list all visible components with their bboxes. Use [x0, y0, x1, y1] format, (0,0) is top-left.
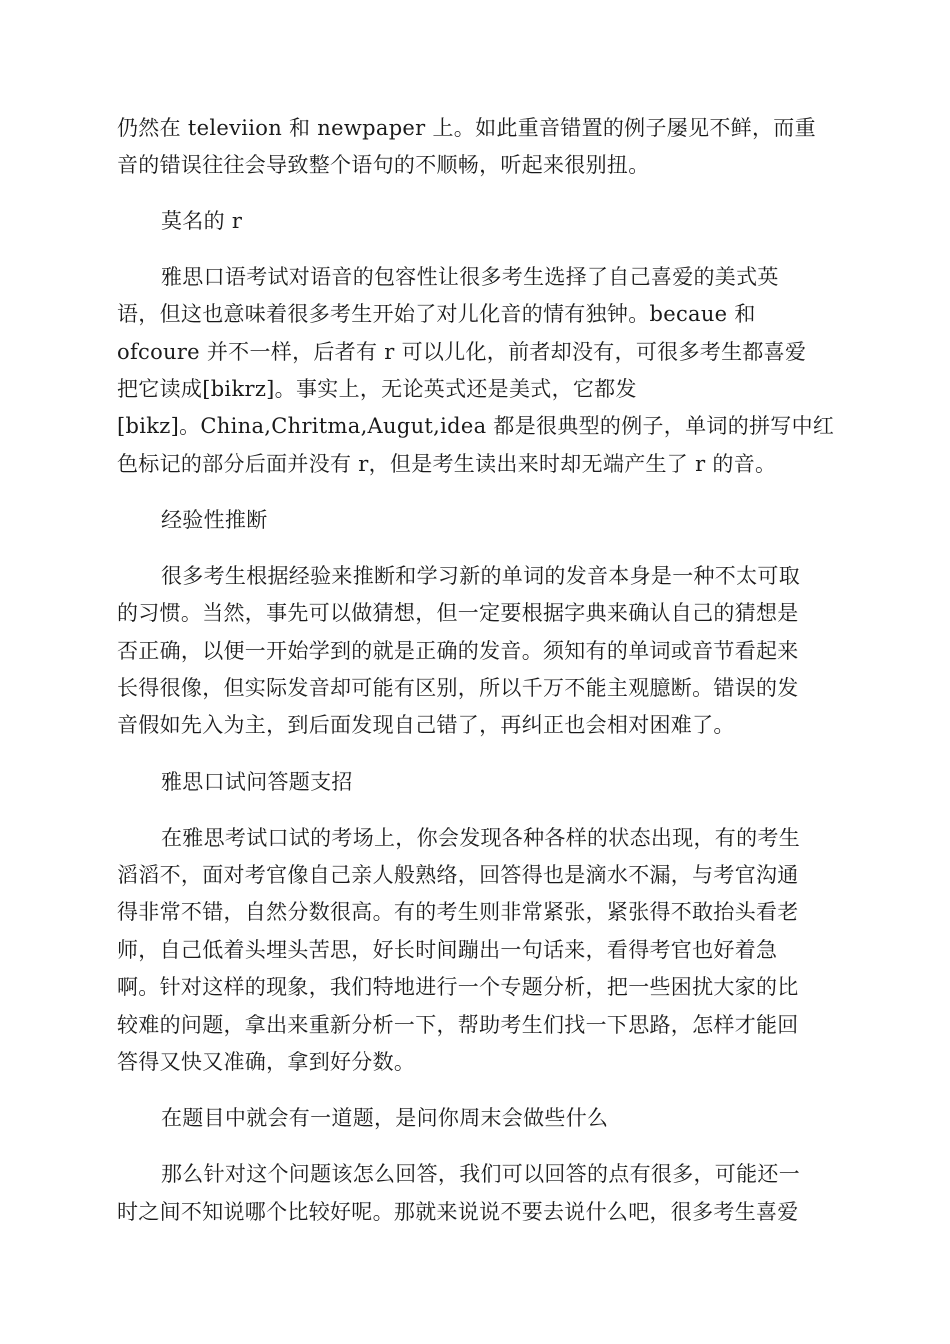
paragraph-line: 得非常不错，自然分数很高。有的考生则非常紧张，紧张得不敢抬头看老 [117, 900, 799, 924]
paragraph-line: 时之间不知说哪个比较好呢。那就来说说不要去说什么吧，很多考生喜爱 [117, 1200, 799, 1224]
paragraph-line: 音的错误往往会导致整个语句的不顺畅，听起来很别扭。 [117, 153, 650, 177]
paragraph-line: 很多考生根据经验来推断和学习新的单词的发音本身是一种不太可取 [161, 564, 800, 588]
paragraph-line: 较难的问题，拿出来重新分析一下，帮助考生们找一下思路，怎样才能回 [117, 1013, 799, 1037]
paragraph-line: 滔滔不，面对考官像自己亲人般熟络，回答得也是滴水不漏，与考官沟通 [117, 863, 799, 887]
paragraph-line: 师，自己低着头埋头苦思，好长时间蹦出一句话来，看得考官也好着急 [117, 938, 778, 962]
paragraph-line: [bikz]。China,Chritma,Augut,idea 都是很典型的例子，单词的拼写中红 [117, 414, 835, 438]
paragraph-line: 语，但这也意味着很多考生开始了对儿化音的情有独钟。becaue 和 [117, 302, 756, 326]
paragraph-line: 啊。针对这样的现象，我们特地进行一个专题分析，把一些困扰大家的比 [117, 975, 799, 999]
paragraph-line: ofcoure 并不一样，后者有 r 可以儿化，前者却没有，可很多考生都喜爱 [117, 340, 807, 364]
paragraph-line: 在雅思考试口试的考场上，你会发现各种各样的状态出现，有的考生 [161, 826, 800, 850]
paragraph-line: 那么针对这个问题该怎么回答，我们可以回答的点有很多，可能还一 [161, 1162, 800, 1186]
paragraph-line: 否正确，以便一开始学到的就是正确的发音。须知有的单词或音节看起来 [117, 639, 799, 663]
paragraph-line: 雅思口语考试对语音的包容性让很多考生选择了自己喜爱的美式英 [161, 265, 779, 289]
paragraph-line: 色标记的部分后面并没有 r，但是考生读出来时却无端产生了 r 的音。 [117, 452, 777, 476]
section-heading: 在题目中就会有一道题，是问你周末会做些什么 [161, 1106, 609, 1130]
paragraph-line: 的习惯。当然，事先可以做猜想，但一定要根据字典来确认自己的猜想是 [117, 601, 799, 625]
section-heading: 莫名的 r [161, 209, 243, 233]
paragraph-line: 长得很像，但实际发音却可能有区别，所以千万不能主观臆断。错误的发 [117, 676, 799, 700]
section-heading: 经验性推断 [161, 508, 268, 532]
paragraph-line: 音假如先入为主，到后面发现自己错了，再纠正也会相对困难了。 [117, 713, 735, 737]
paragraph-line: 把它读成[bikrz]。事实上，无论英式还是美式，它都发 [117, 377, 637, 401]
section-heading: 雅思口试问答题支招 [161, 770, 353, 794]
paragraph-line: 仍然在 televiion 和 newpaper 上。如此重音错置的例子屡见不鲜，而重 [117, 116, 816, 140]
paragraph-line: 答得又快又准确，拿到好分数。 [117, 1050, 416, 1074]
